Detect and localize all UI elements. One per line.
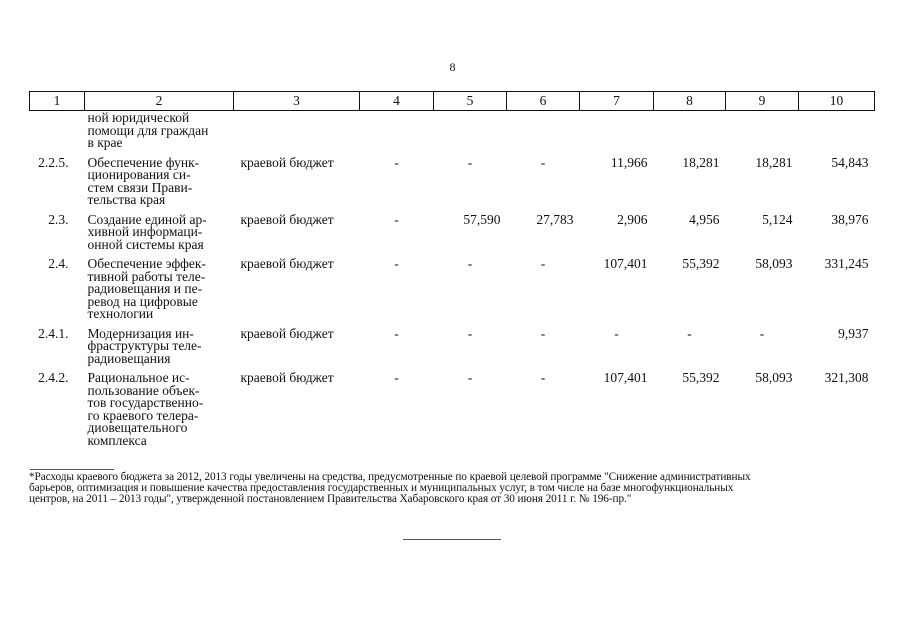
row-value-4 bbox=[360, 111, 434, 153]
header-cell-8: 8 bbox=[654, 92, 726, 111]
row-value-9: 18,281 bbox=[755, 154, 793, 170]
row-source: краевой бюджет bbox=[240, 370, 334, 385]
row-value-5: - bbox=[467, 154, 473, 170]
table-row bbox=[30, 368, 875, 450]
row-value-8: 18,281 bbox=[682, 154, 720, 170]
row-value-8: 55,392 bbox=[682, 370, 720, 385]
row-name: Создание единой ар- хивной информаци- онной системы края bbox=[87, 211, 207, 252]
row-value-4: - bbox=[394, 211, 399, 227]
row-value-5: - bbox=[467, 370, 473, 385]
header-row bbox=[30, 92, 875, 111]
row-value-5: - bbox=[467, 256, 473, 271]
row-value-9: 58,093 bbox=[755, 256, 793, 271]
row-number: 2.3. bbox=[48, 211, 69, 227]
row-value-4: - bbox=[394, 256, 399, 271]
row-value-4: - bbox=[394, 325, 399, 341]
table-row bbox=[30, 210, 875, 255]
row-value-4: - bbox=[394, 370, 399, 385]
table-row bbox=[30, 111, 875, 153]
row-value-8: 4,956 bbox=[689, 211, 720, 227]
row-name: ной юридической помощи для граждан в крае bbox=[87, 110, 209, 150]
budget-table bbox=[29, 91, 875, 450]
row-value-9: 5,124 bbox=[762, 211, 793, 227]
row-value-7: 2,906 bbox=[617, 211, 648, 227]
header-cell-7: 7 bbox=[580, 92, 654, 111]
row-value-4: - bbox=[394, 154, 399, 170]
row-value-6: - bbox=[540, 154, 546, 170]
row-value-10: 9,937 bbox=[838, 325, 869, 341]
row-source bbox=[234, 111, 360, 153]
row-value-5 bbox=[434, 111, 507, 153]
row-value-6: - bbox=[540, 370, 546, 385]
row-value-10 bbox=[799, 111, 875, 153]
row-number: 2.2.5. bbox=[38, 154, 69, 170]
header-cell-6: 6 bbox=[507, 92, 580, 111]
row-value-10: 38,976 bbox=[831, 211, 869, 227]
row-value-5: - bbox=[467, 325, 473, 341]
row-number: 2.4.1. bbox=[38, 325, 69, 341]
row-value-6 bbox=[507, 111, 580, 153]
row-value-6: - bbox=[540, 256, 546, 271]
row-value-7 bbox=[580, 111, 654, 153]
table-body bbox=[30, 111, 875, 451]
end-divider bbox=[403, 539, 501, 540]
row-value-7: 107,401 bbox=[603, 370, 648, 385]
header-cell-1: 1 bbox=[30, 92, 85, 111]
footnote bbox=[29, 472, 877, 505]
table-row bbox=[30, 153, 875, 210]
table-row bbox=[30, 324, 875, 369]
row-value-5: 57,590 bbox=[463, 211, 501, 227]
header-cell-3: 3 bbox=[234, 92, 360, 111]
row-name: Обеспечение функ- ционирования си- стем связи Прави- тельства края bbox=[87, 154, 200, 207]
row-value-8: - bbox=[687, 325, 692, 341]
header-cell-5: 5 bbox=[434, 92, 507, 111]
row-number: 2.4.2. bbox=[38, 370, 69, 385]
header-cell-9: 9 bbox=[726, 92, 799, 111]
row-value-6: - bbox=[540, 325, 546, 341]
page-number: 8 bbox=[449, 60, 456, 74]
row-value-10: 321,308 bbox=[824, 370, 869, 385]
row-number bbox=[30, 111, 85, 153]
row-value-7: - bbox=[614, 325, 619, 341]
row-value-8 bbox=[654, 111, 726, 153]
row-value-8: 55,392 bbox=[682, 256, 720, 271]
table-header bbox=[30, 92, 875, 111]
header-cell-2: 2 bbox=[85, 92, 234, 111]
row-value-9 bbox=[726, 111, 799, 153]
table-row bbox=[30, 254, 875, 324]
row-name: Обеспечение эффек- тивной работы теле- радиовещания и пе- ревод на цифровые технологии bbox=[87, 256, 206, 321]
row-number: 2.4. bbox=[48, 256, 69, 271]
header-cell-4: 4 bbox=[360, 92, 434, 111]
footnote-text: *Расходы краевого бюджета за 2012, 2013 годы увеличены на средства, предусмотренные по краевой целевой программе "Снижение административных барьеров, оптимизация и повышение качества предоставления государственных и муниципальных услуг, в том числе на базе многофункциональных центров, на 2011 – 2013 годы", утвержденной постановлением Правительства Хабаровского края от 30 июня 2011 г. № 196-пр." bbox=[29, 471, 751, 505]
row-value-7: 11,966 bbox=[610, 154, 648, 170]
row-source: краевой бюджет bbox=[240, 325, 334, 341]
header-cell-10: 10 bbox=[799, 92, 875, 111]
row-source: краевой бюджет bbox=[240, 211, 334, 227]
row-value-10: 331,245 bbox=[824, 256, 869, 271]
row-name: Рациональное ис- пользование объек- тов государственно- го краевого телера- диовещательного комплекса bbox=[87, 370, 204, 448]
row-value-7: 107,401 bbox=[603, 256, 648, 271]
row-value-10: 54,843 bbox=[831, 154, 869, 170]
row-value-9: 58,093 bbox=[755, 370, 793, 385]
row-source: краевой бюджет bbox=[240, 256, 334, 271]
row-source: краевой бюджет bbox=[240, 154, 334, 170]
row-name: Модернизация ин- фраструктуры теле- радиовещания bbox=[87, 325, 202, 366]
footnote-divider bbox=[30, 469, 114, 470]
row-value-6: 27,783 bbox=[536, 211, 574, 227]
row-value-9: - bbox=[759, 325, 765, 341]
